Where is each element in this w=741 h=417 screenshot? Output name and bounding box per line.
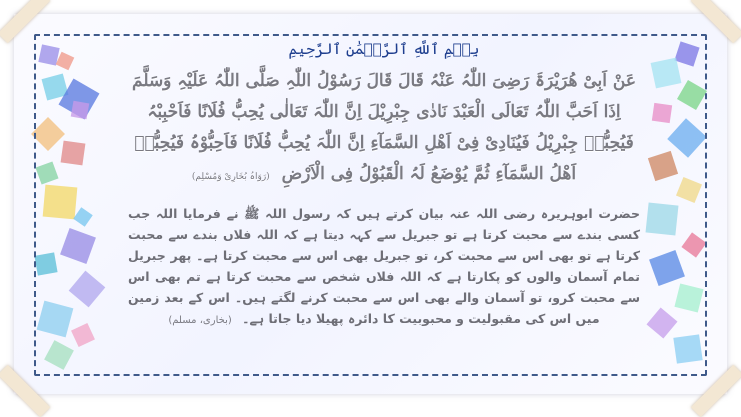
urdu-translation [124, 203, 644, 331]
hadith-arabic-reference: (رَوَاہُ بُخَارِیْ وَمُسْلِم) [191, 172, 270, 182]
bismillah-heading: بِسۡمِ ٱللَّهِ ٱلرَّحۡمَٰنِ ٱلرَّحِيمِ [288, 40, 480, 58]
hadith-content [124, 36, 644, 386]
card-frame [14, 14, 727, 394]
urdu-translation-body: حضرت ابوہریرہ رضی اللہ عنہ بیان کرتے ہیں کہ رسول اللہ ﷺ نے فرمایا اللہ جب کسی بندے سے محبت کرتا ہے تو جبریل سے کہہ دیتا ہے کہ اللہ فلاں بندے سے محبت کرتا ہے تو بھی اس سے محبت کر، تو جبریل بھی اس سے محبت کرتا ہے۔ پھر جبریل تمام آسمان والوں کو پکارتا ہے کہ اللہ فلاں شخص سے محبت کرتا ہے تم بھی اس سے محبت کرو، تو آسمان والے بھی اس سے محبت کرنے لگتے ہیں۔ اس کے بعد زمین میں اس کی مقبولیت و محبوبیت کا دائرہ پھیلا دیا جاتا ہے۔ [128, 206, 640, 326]
hadith-arabic-text [124, 66, 644, 193]
hadith-arabic-body: عَنْ اَبِیْ ھُرَیْرَۃَ رَضِیَ اللّٰہُ عَنْہُ قَالَ قَالَ رَسُوْلُ اللّٰہِ صَلَّی اللّٰہُ عَلَیْہِ وَسَلَّمَ اِذَا اَحَبَّ اللّٰہُ تَعَالَی الْعَبْدَ نَادٰی جِبْرِیْلَ اِنَّ اللّٰہَ تَعَالٰی یُحِبُّ فُلَانًا فَاَحْبِبْہُ فَیُحِبُّہٗ جِبْرِیْلُ فَیُنَادِیْ فِیْ اَھْلِ السَّمَآءِ اِنَّ اللّٰہَ یُحِبُّ فُلَانًا فَاَحِبُّوْہُ فَیُحِبُّہٗ اَھْلُ السَّمَآءِ ثُمَّ یُوْضَعُ لَہُ الْقَبُوْلُ فِی الْاَرْضِ [132, 71, 636, 184]
urdu-translation-reference: (بخاری، مسلم) [168, 315, 232, 326]
